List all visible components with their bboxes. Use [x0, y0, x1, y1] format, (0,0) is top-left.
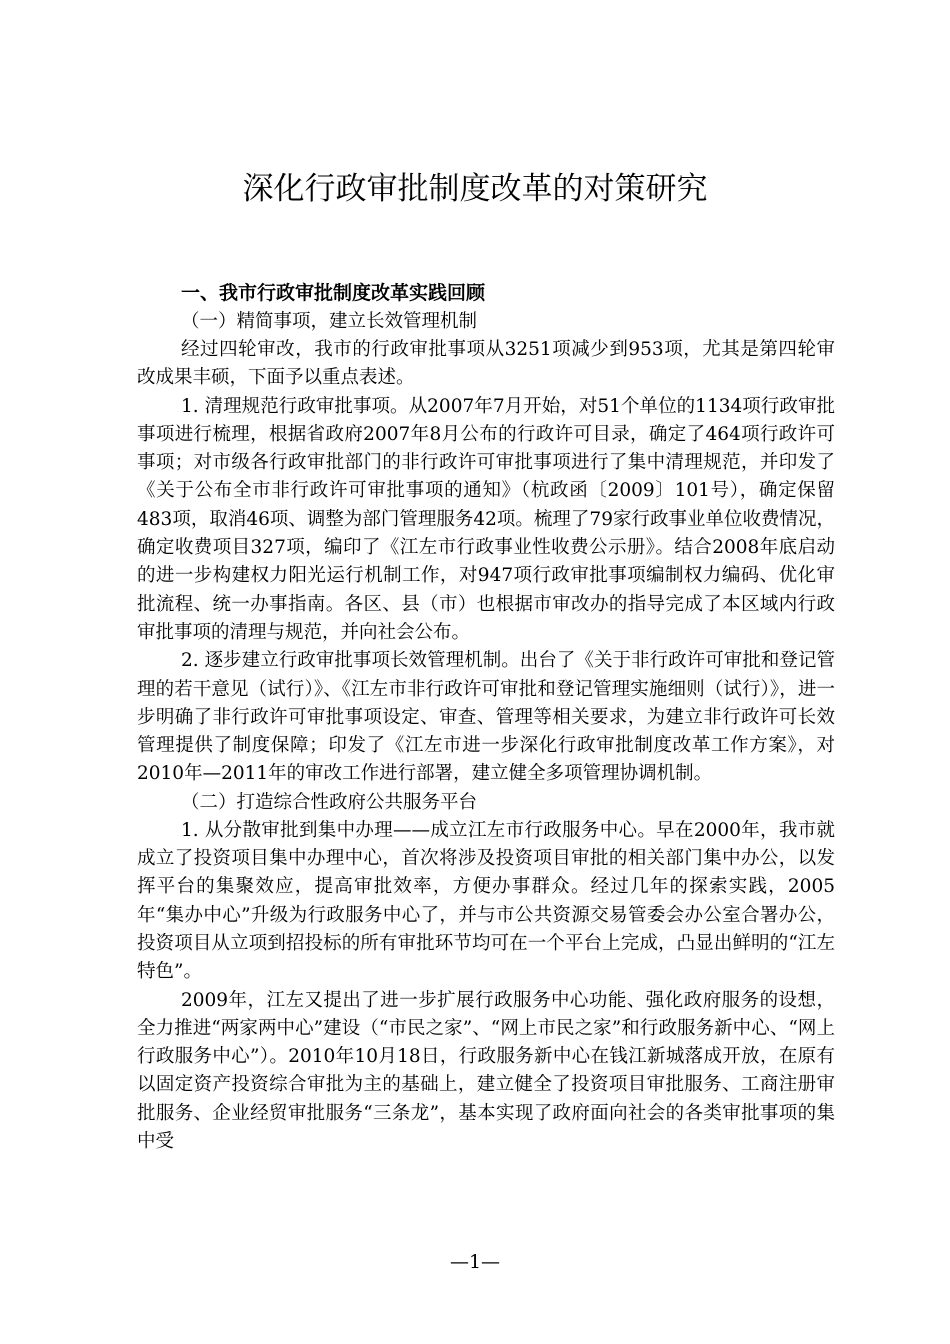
section-heading-1: 一、我市行政审批制度改革实践回顾	[181, 282, 486, 304]
paragraph: 2009年，江左又提出了进一步扩展行政服务中心功能、强化政府服务的设想，全力推进“两家两中心”建设（“市民之家”、“网上市民之家”和行政服务新中心、“网上行政服务中心”）。2010年10月18日，行政服务新中心在钱江新城落成开放，在原有以固定资产投资综合审批为主的基础上，建立健全了投资项目审批服务、工商注册审批服务、企业经贸审批服务“三条龙”，基本实现了政府面向社会的各类审批事项的集中受	[137, 989, 835, 1153]
document-body	[137, 274, 835, 1156]
subsection-heading-1: （一）精简事项，建立长效管理机制	[181, 311, 478, 332]
paragraph: 1. 清理规范行政审批事项。从2007年7月开始，对51个单位的1134项行政审批事项进行梳理，根据省政府2007年8月公布的行政许可目录，确定了464项行政许可事项；对市级各行政审批部门的非行政许可审批事项进行了集中清理规范，并印发了《关于公布全市非行政许可审批事项的通知》（杭政函〔2009〕101号），确定保留483项，取消46项、调整为部门管理服务42项。梳理了79家行政事业单位收费情况，确定收费项目327项，编印了《江左市行政事业性收费公示册》。结合2008年底启动的进一步构建权力阳光运行机制工作，对947项行政审批事项编制权力编码、优化审批流程、统一办事指南。各区、县（市）也根据市审改办的指导完成了本区域内行政审批事项的清理与规范，并向社会公布。	[137, 395, 835, 643]
subsection-heading-2: （二）打造综合性政府公共服务平台	[181, 791, 478, 813]
page-number: —1—	[449, 1251, 501, 1273]
document-title: 深化行政审批制度改革的对策研究	[242, 171, 708, 207]
paragraph: 1. 从分散审批到集中办理——成立江左市行政服务中心。早在2000年，我市就成立了投资项目集中办理中心，首次将涉及投资项目审批的相关部门集中办公，以发挥平台的集聚效应，提高审批效率，方便办事群众。经过几年的探索实践，2005年“集办中心”升级为行政服务中心了，并与市公共资源交易管委会办公室合署办公，投资项目从立项到招投标的所有审批环节均可在一个平台上完成，凸显出鲜明的“江左特色”。	[137, 819, 835, 983]
paragraph: 经过四轮审改，我市的行政审批事项从3251项减少到953项，尤其是第四轮审改成果丰硕，下面予以重点表述。	[137, 339, 835, 389]
paragraph: 2. 逐步建立行政审批事项长效管理机制。出台了《关于非行政许可审批和登记管理的若干意见（试行）》、《江左市非行政许可审批和登记管理实施细则（试行）》，进一步明确了非行政许可审批事项设定、审查、管理等相关要求，为建立非行政许可长效管理提供了制度保障；印发了《江左市进一步深化行政审批制度改革工作方案》，对2010年—2011年的审改工作进行部署，建立健全多项管理协调机制。	[137, 650, 835, 785]
